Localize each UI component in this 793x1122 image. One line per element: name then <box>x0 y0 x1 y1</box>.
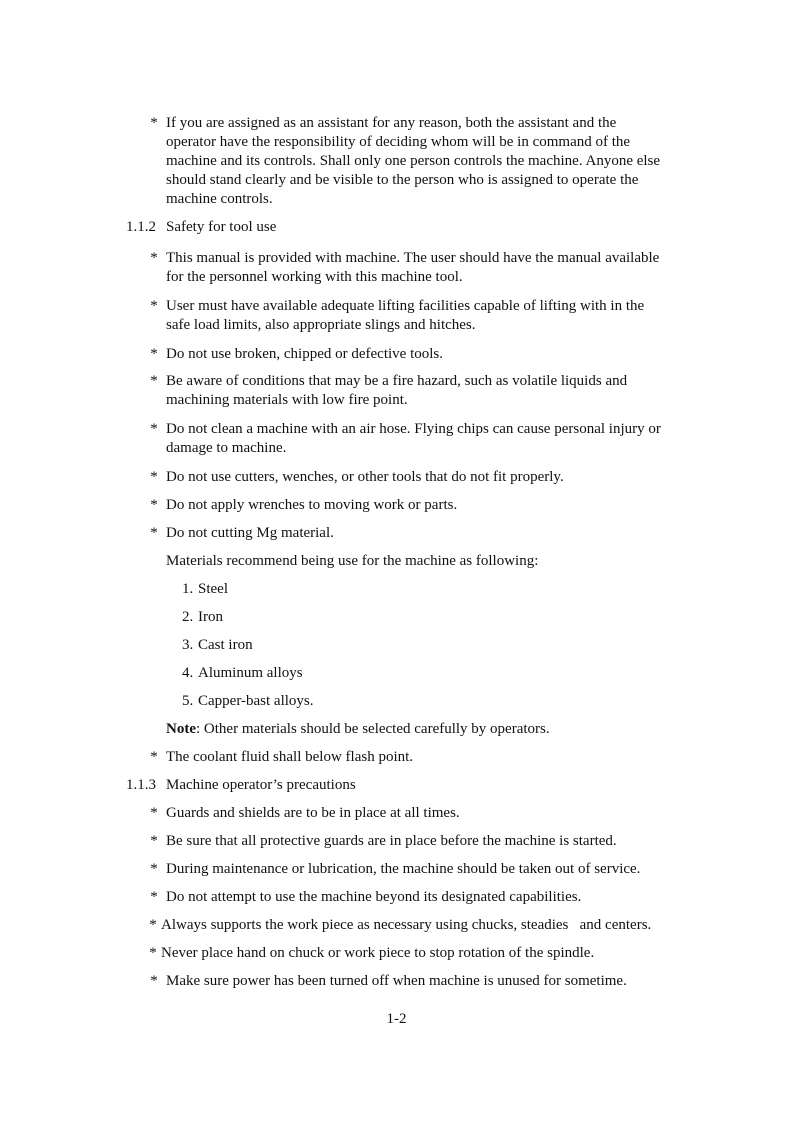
page-number: 1-2 <box>386 1011 407 1027</box>
bullet-text-line: machine and its controls. Shall only one person controls the machine. Anyone else <box>166 153 661 169</box>
item-text: Steel <box>198 581 228 597</box>
bullet-marker: * <box>150 749 158 765</box>
bullet-marker: * <box>149 917 157 933</box>
bullet-text-line: Do not use cutters, wenches, or other tools that do not fit properly. <box>166 469 564 485</box>
bullet-text-line: Do not apply wrenches to moving work or parts. <box>166 497 458 513</box>
bullet-text-line: operator have the responsibility of deciding whom will be in command of the <box>166 134 631 150</box>
item-text: Iron <box>198 609 223 625</box>
bullet-text-line: User must have available adequate lifting facilities capable of lifting with in the <box>166 298 645 314</box>
item-text: Capper-bast alloys. <box>198 693 314 709</box>
bullet-text-line: Guards and shields are to be in place at all times. <box>166 805 460 821</box>
section-title: Machine operator’s precautions <box>166 777 356 793</box>
bullet-marker: * <box>150 373 158 389</box>
item-number: 2. <box>182 609 194 625</box>
bullet-marker: * <box>150 973 158 989</box>
item-text: Aluminum alloys <box>198 665 303 681</box>
bullet-text-line: This manual is provided with machine. The user should have the manual available <box>166 250 660 266</box>
note <box>166 720 550 739</box>
bullet-marker: * <box>150 525 158 541</box>
bullet-marker: * <box>150 250 158 266</box>
section-title: Safety for tool use <box>166 219 277 235</box>
bullet-marker: * <box>150 805 158 821</box>
bullet-text-line: Make sure power has been turned off when machine is unused for sometime. <box>166 973 627 989</box>
note-label: Note <box>166 721 196 737</box>
item-number: 5. <box>182 693 194 709</box>
bullet-marker: * <box>150 497 158 513</box>
bullet-text-line: for the personnel working with this machine tool. <box>166 269 463 285</box>
bullet-text-line: damage to machine. <box>166 440 287 456</box>
section-number: 1.1.3 <box>126 777 156 793</box>
bullet-marker: * <box>150 346 158 362</box>
bullet-text-line: During maintenance or lubrication, the machine should be taken out of service. <box>166 861 641 877</box>
item-number: 3. <box>182 637 194 653</box>
bullet-text-line: Be aware of conditions that may be a fire hazard, such as volatile liquids and <box>166 373 628 389</box>
bullet-text-line: machining materials with low fire point. <box>166 392 408 408</box>
section-number: 1.1.2 <box>126 219 156 235</box>
bullet-text-line: safe load limits, also appropriate slings and hitches. <box>166 317 476 333</box>
bullet-text-line: should stand clearly and be visible to the person who is assigned to operate the <box>166 172 639 188</box>
bullet-text-line: Always supports the work piece as necessary using chucks, steadies and centers. <box>161 917 652 933</box>
bullet-text-line: Do not cutting Mg material. <box>166 525 334 541</box>
bullet-marker: * <box>150 861 158 877</box>
bullet-marker: * <box>150 889 158 905</box>
bullet-text-line: Never place hand on chuck or work piece to stop rotation of the spindle. <box>161 945 595 961</box>
bullet-text-line: machine controls. <box>166 191 273 207</box>
bullet-marker: * <box>149 945 157 961</box>
bullet-text-line: If you are assigned as an assistant for any reason, both the assistant and the <box>166 115 617 131</box>
item-number: 4. <box>182 665 194 681</box>
bullet-marker: * <box>150 115 158 131</box>
bullet-marker: * <box>150 298 158 314</box>
bullet-marker: * <box>150 469 158 485</box>
bullet-text-line: Do not use broken, chipped or defective tools. <box>166 346 444 362</box>
note-text: : Other materials should be selected carefully by operators. <box>196 721 550 737</box>
bullet-marker: * <box>150 421 158 437</box>
item-number: 1. <box>182 581 194 597</box>
bullet-text-line: The coolant fluid shall below flash point. <box>166 749 414 765</box>
bullet-marker: * <box>150 833 158 849</box>
item-text: Cast iron <box>198 637 253 653</box>
materials-intro: Materials recommend being use for the machine as following: <box>166 553 539 569</box>
bullet-text-line: Do not attempt to use the machine beyond its designated capabilities. <box>166 889 582 905</box>
bullet-text-line: Do not clean a machine with an air hose. Flying chips can cause personal injury or <box>166 421 661 437</box>
bullet-text-line: Be sure that all protective guards are in place before the machine is started. <box>166 833 617 849</box>
